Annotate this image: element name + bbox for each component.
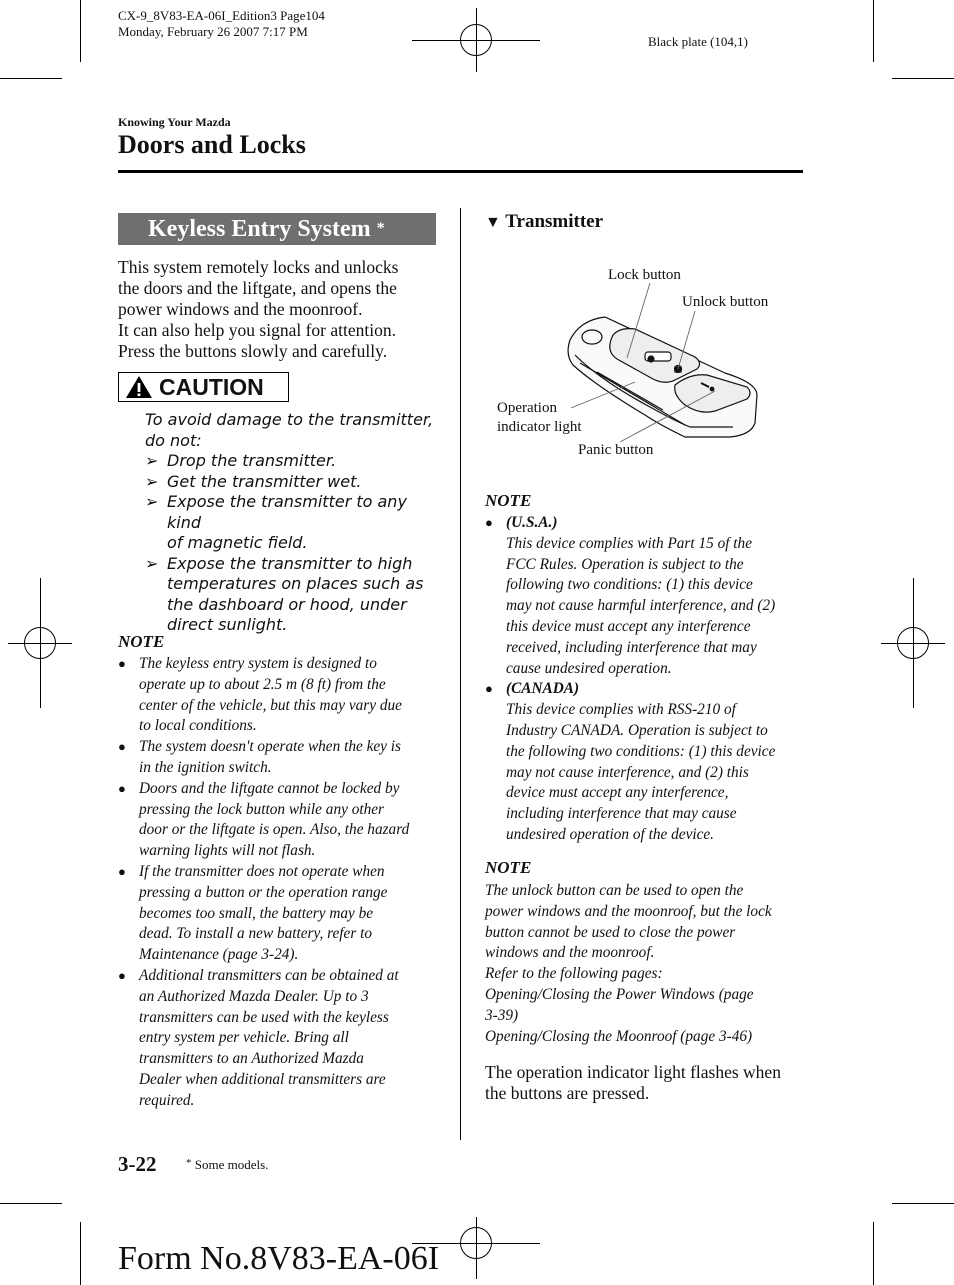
text-line: Press the buttons slowly and carefully. — [118, 341, 388, 361]
caution-word: CAUTION — [159, 373, 264, 400]
crop-mark — [0, 1203, 62, 1204]
text-line: center of the vehicle, but this may vary due — [139, 696, 402, 714]
text-line: received, including interference that may — [506, 638, 757, 656]
text-line: If the transmitter does not operate when — [139, 862, 385, 880]
text-line: Get the transmitter wet. — [167, 471, 362, 491]
arrow-bullet-icon: ➢ — [145, 471, 159, 491]
note-bullet — [485, 513, 815, 679]
crop-mark — [873, 1222, 874, 1285]
footnote — [186, 1157, 268, 1173]
note-bullet — [118, 779, 453, 862]
text-line: Additional transmitters can be obtained at — [139, 966, 399, 984]
text-line: device must accept any interference, — [506, 784, 729, 802]
text-line: direct sunlight. — [167, 615, 288, 634]
text-line: of magnetic field. — [167, 533, 308, 552]
text-line: Opening/Closing the Power Windows (page — [485, 985, 754, 1003]
bullet-icon: ● — [485, 681, 493, 697]
text-line: the dashboard or hood, under — [167, 594, 407, 614]
text-line: door or the liftgate is open. Also, the hazard — [139, 821, 410, 839]
text-line: the buttons are pressed. — [485, 1083, 650, 1103]
registration-circle — [460, 1227, 492, 1259]
section-rule — [118, 170, 803, 173]
text-line: the doors and the liftgate, and opens the — [118, 278, 397, 298]
text-line: Drop the transmitter. — [167, 451, 337, 470]
text-line: This device complies with Part 15 of the — [506, 534, 752, 552]
note-bullet — [118, 737, 453, 779]
text-line: Dealer when additional transmitters are — [139, 1070, 386, 1088]
note-bullet — [118, 966, 453, 1112]
text-line: dead. To install a new battery, refer to — [139, 925, 372, 943]
note-title: NOTE — [485, 858, 532, 877]
text-line: Doors and the liftgate cannot be locked by — [139, 779, 400, 797]
text-line: required. — [139, 1091, 195, 1109]
crop-mark — [892, 78, 954, 79]
unlock-button-label: Unlock button — [682, 294, 769, 310]
text-line: operate up to about 2.5 m (8 ft) from the — [139, 675, 386, 693]
some-models-mark: * — [376, 220, 385, 237]
bullet-icon: ● — [118, 656, 126, 671]
text-line: This system remotely locks and unlocks — [118, 257, 399, 277]
text-line: pressing a button or the operation range — [139, 883, 388, 901]
note-body — [118, 654, 453, 1112]
text-line: windows and the moonroof. — [485, 944, 655, 962]
text-line: this device must accept any interference — [506, 617, 751, 635]
text-line: Refer to the following pages: — [485, 965, 663, 983]
triangle-marker-icon: ▼ — [485, 214, 501, 231]
registration-circle — [897, 627, 929, 659]
arrow-bullet-icon: ➢ — [145, 553, 159, 573]
note-bullet-head: (CANADA) — [506, 680, 580, 698]
arrow-bullet-icon: ➢ — [145, 451, 159, 470]
text-line: temperatures on places such as — [167, 574, 424, 593]
page-number: 3-22 — [118, 1152, 157, 1176]
text-line: This device complies with RSS-210 of — [506, 701, 736, 719]
note-bullet — [485, 679, 815, 845]
text-line: The system doesn't operate when the key is — [139, 738, 401, 756]
text-line: Industry CANADA. Operation is subject to — [506, 721, 768, 739]
caution-item — [145, 472, 445, 493]
footnote-text: Some models. — [194, 1157, 269, 1172]
text-line: including interference that may cause — [506, 805, 737, 823]
text-line: cause undesired operation. — [506, 659, 672, 677]
text-line: 3-39) — [485, 1006, 519, 1024]
text-line: The unlock button can be used to open the — [485, 882, 744, 899]
operation-light-label — [497, 399, 582, 437]
text-line: pressing the lock button while any other — [139, 800, 384, 818]
bullet-icon: ● — [118, 739, 126, 755]
text-line: to local conditions. — [139, 717, 257, 735]
bullet-icon: ● — [118, 863, 126, 879]
note-bullet — [118, 862, 453, 966]
print-header-line: Monday, February 26 2007 7:17 PM — [118, 24, 308, 39]
subsection-title: Transmitter — [505, 211, 604, 232]
section-title: Doors and Locks — [118, 130, 306, 159]
text-line: Maintenance (page 3-24). — [139, 946, 299, 964]
text-line: following two conditions: (1) this device — [506, 576, 753, 594]
crop-mark — [80, 1222, 81, 1285]
text-line: entry system per vehicle. Bring all — [139, 1029, 349, 1047]
closing-text — [485, 1062, 815, 1104]
text-line: an Authorized Mazda Dealer. Up to 3 — [139, 987, 369, 1005]
bullet-icon: ● — [485, 515, 493, 530]
text-line: The keyless entry system is designed to — [139, 655, 377, 672]
caution-item — [145, 554, 445, 636]
text-line: power windows and the moonroof. — [118, 299, 363, 319]
registration-circle — [24, 627, 56, 659]
note-body — [485, 881, 815, 1047]
text-line: It can also help you signal for attention. — [118, 320, 396, 340]
text-line: Expose the transmitter to high — [167, 553, 413, 573]
panic-button-label: Panic button — [578, 442, 654, 458]
crop-mark — [892, 1203, 954, 1204]
text-line: FCC Rules. Operation is subject to the — [506, 555, 744, 573]
plate-label: Black plate (104,1) — [648, 34, 748, 49]
text-line: indicator light — [497, 419, 582, 435]
intro-text — [118, 257, 453, 362]
lock-button-label: Lock button — [608, 267, 681, 283]
text-line: Opening/Closing the Moonroof (page 3-46) — [485, 1027, 753, 1045]
some-models-mark: * — [186, 1157, 192, 1169]
subsection-heading — [485, 211, 603, 233]
text-line: may not cause harmful interference, and (2) — [506, 597, 776, 615]
text-line: warning lights will not flash. — [139, 842, 316, 860]
page-title-text: Keyless Entry System — [148, 216, 371, 242]
print-header — [118, 8, 325, 40]
text-line: Operation — [497, 400, 557, 416]
bullet-icon: ● — [118, 967, 126, 983]
transmitter-illustration — [485, 255, 805, 470]
crop-mark — [0, 78, 62, 79]
text-line: may not cause interference, and (2) this — [506, 763, 749, 781]
note-bullet — [118, 654, 453, 737]
text-line: To avoid damage to the transmitter, — [145, 410, 434, 429]
note-bullet-head: (U.S.A.) — [506, 514, 558, 531]
text-line: The operation indicator light flashes when — [485, 1062, 781, 1082]
text-line: button cannot be used to close the power — [485, 923, 736, 941]
text-line: undesired operation of the device. — [506, 825, 715, 843]
text-line: in the ignition switch. — [139, 758, 272, 776]
column-divider — [460, 208, 461, 1140]
text-line: Expose the transmitter to any kind — [167, 492, 407, 532]
bullet-icon: ● — [118, 780, 126, 796]
caution-item — [145, 492, 445, 554]
registration-circle — [460, 24, 492, 56]
arrow-bullet-icon: ➢ — [145, 492, 159, 511]
note-title: NOTE — [485, 491, 532, 510]
caution-label — [118, 372, 289, 402]
text-line: do not: — [145, 430, 202, 450]
text-line: transmitters can be used with the keyless — [139, 1008, 389, 1026]
note-body — [485, 513, 815, 846]
text-line: the following two conditions: (1) this device — [506, 742, 776, 760]
print-header-line: CX-9_8V83-EA-06I_Edition3 Page104 — [118, 8, 325, 23]
text-line: transmitters to an Authorized Mazda — [139, 1050, 364, 1068]
crop-mark — [873, 0, 874, 62]
crop-mark — [80, 0, 81, 62]
transmitter-figure — [485, 255, 805, 470]
section-label: Knowing Your Mazda — [118, 115, 231, 129]
text-line: becomes too small, the battery may be — [139, 904, 374, 922]
caution-item — [145, 451, 445, 472]
caution-body — [145, 410, 445, 636]
warning-icon — [125, 375, 153, 399]
form-number: Form No.8V83-EA-06I — [118, 1240, 440, 1277]
note-title: NOTE — [118, 632, 165, 651]
text-line: power windows and the moonroof, but the lock — [485, 902, 772, 920]
page-title — [118, 213, 436, 245]
